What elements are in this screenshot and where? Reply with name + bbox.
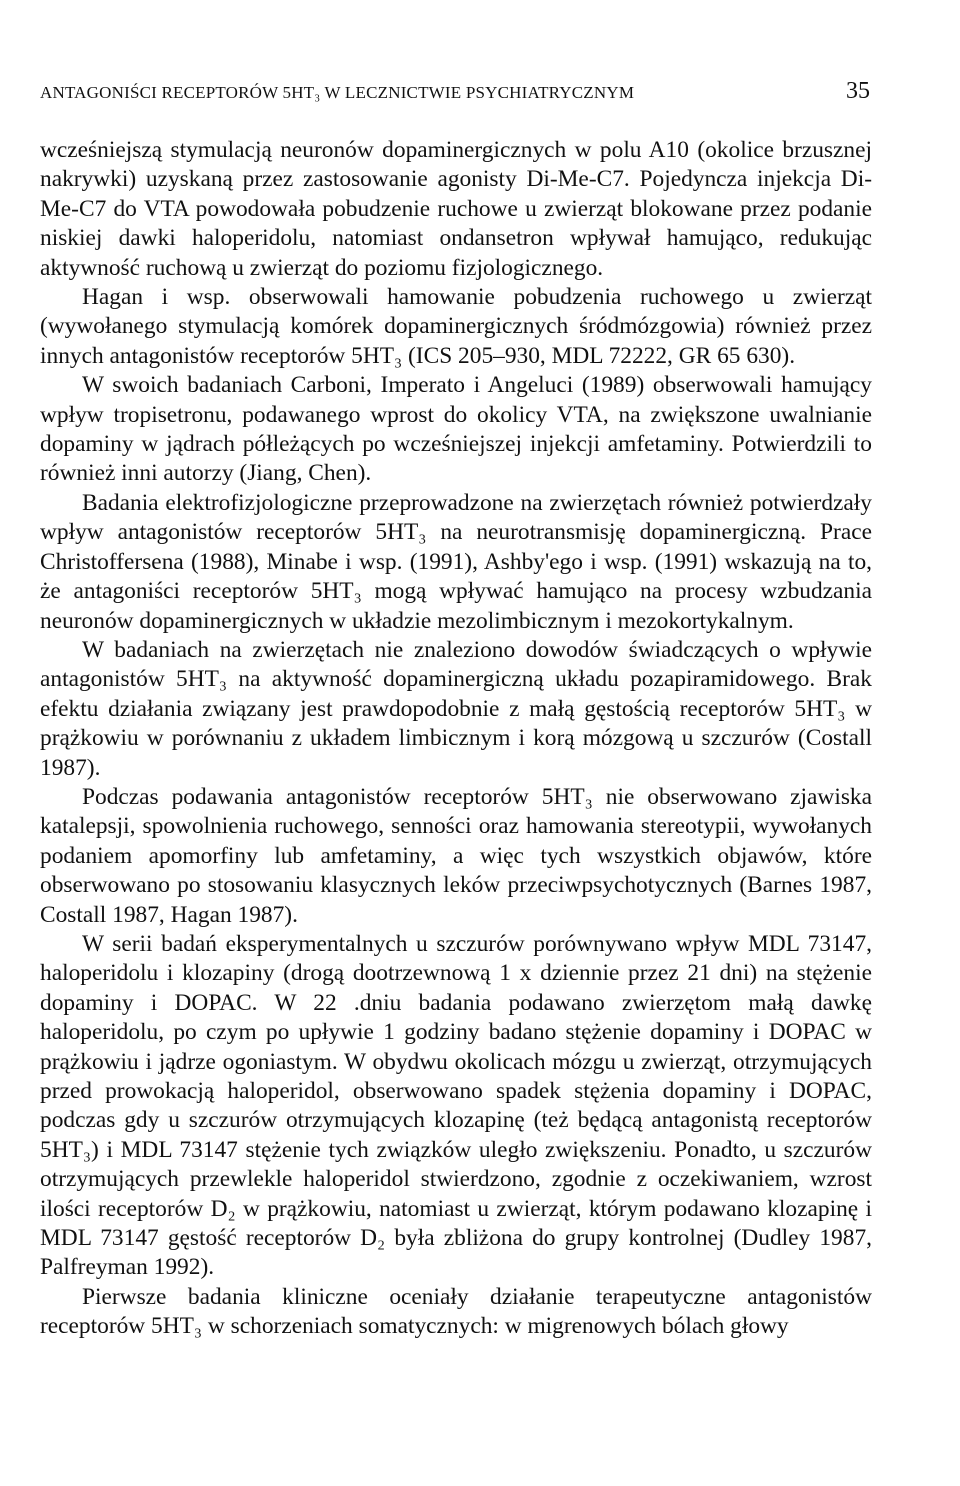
running-header	[40, 78, 870, 105]
paragraph-1: wcześniejszą stymulacją neuronów dopaminergicznych w polu A10 (okolice brzusznej nakrywki) uzyskaną przez zastosowanie agonisty Di-Me-C7. Pojedyncza injekcja Di-Me-C7 do VTA powodowała pobudzenie ruchowe u zwierząt blokowane przez podanie niskiej dawki haloperidolu, natomiast ondansetron wpływał hamująco, redukując aktywność ruchową u zwierząt do poziomu fizjologicznego.	[40, 137, 872, 281]
paragraph-8: Pierwsze badania kliniczne oceniały działanie terapeutyczne antagonistów receptorów 5HT₃ w schorzeniach somatycznych: w migrenowych bólach głowy	[40, 1283, 872, 1340]
header-title: ANTAGONIŚCI RECEPTORÓW 5HT₃ W LECZNICTWIE PSYCHIATRYCZNYM	[40, 83, 635, 102]
paragraph-3: W swoich badaniach Carboni, Imperato i Angeluci (1989) obserwowali hamujący wpływ tropisetronu, podawanego wprost do okolicy VTA, na zwiększone uwalnianie dopaminy w jądrach półleżących po wcześniejszej injekcji amfetaminy. Potwierdzili to również inni autorzy (Jiang, Chen).	[40, 372, 872, 487]
page-number: 35	[846, 78, 870, 104]
body-text	[40, 136, 872, 1342]
paragraph-2: Hagan i wsp. obserwowali hamowanie pobudzenia ruchowego u zwierząt (wywołanego stymulacją komórek dopaminergicznych śródmózgowia) również przez innych antagonistów receptorów 5HT₃ (ICS 205–930, MDL 72222, GR 65 630).	[40, 284, 872, 369]
paragraph-7: W serii badań eksperymentalnych u szczurów porównywano wpływ MDL 73147, haloperidolu i klozapiny (drogą dootrzewnową 1 x dziennie przez 21 dni) na stężenie dopaminy i DOPAC. W 22 .dniu badania podawano zwierzętom małą dawkę haloperidolu, po czym po upływie 1 godziny badano stężenie dopaminy i DOPAC w prążkowiu i jądrze ogoniastym. W obydwu okolicach mózgu u zwierząt, otrzymujących przed prowokacją haloperidol, obserwowano spadek stężenia dopaminy i DOPAC, podczas gdy u szczurów otrzymujących klozapinę (też będącą antagonistą receptorów 5HT₃) i MDL 73147 stężenie tych związków uległo zwiększeniu. Ponadto, u szczurów otrzymujących przewlekle haloperidol stwierdzono, zgodnie z oczekiwaniem, wzrost ilości receptorów D₂ w prążkowiu, natomiast u zwierząt, którym podawano klozapinę i MDL 73147 gęstość receptorów D₂ była zbliżona do grupy kontrolnej (Dudley 1987, Palfreyman 1992).	[40, 930, 872, 1281]
paragraph-4: Badania elektrofizjologiczne przeprowadzone na zwierzętach również potwierdzały wpływ antagonistów receptorów 5HT₃ na neurotransmisję dopaminergiczną. Prace Christoffersena (1988), Minabe i wsp. (1991), Ashby'ego i wsp. (1991) wskazują na to, że antagoniści receptorów 5HT₃ mogą wpływać hamująco na procesy wzbudzania neuronów dopaminergicznych w układzie mezolimbicznym i mezokortykalnym.	[40, 489, 872, 634]
paragraph-6: Podczas podawania antagonistów receptorów 5HT₃ nie obserwowano zjawiska katalepsji, spowolnienia ruchowego, senności oraz hamowania stereotypii, wywołanych podaniem apomorfiny lub amfetaminy, a więc tych wszystkich objawów, które obserwowano po stosowaniu klasycznych leków przeciwpsychotycznych (Barnes 1987, Costall 1987, Hagan 1987).	[40, 783, 872, 928]
paragraph-5: W badaniach na zwierzętach nie znaleziono dowodów świadczących o wpływie antagonistów 5HT₃ na aktywność dopaminergiczną układu pozapiramidowego. Brak efektu działania związany jest prawdopodobnie z małą gęstością receptorów 5HT₃ w prążkowiu w porównaniu z układem limbicznym i korą mózgową u szczurów (Costall 1987).	[40, 636, 872, 781]
